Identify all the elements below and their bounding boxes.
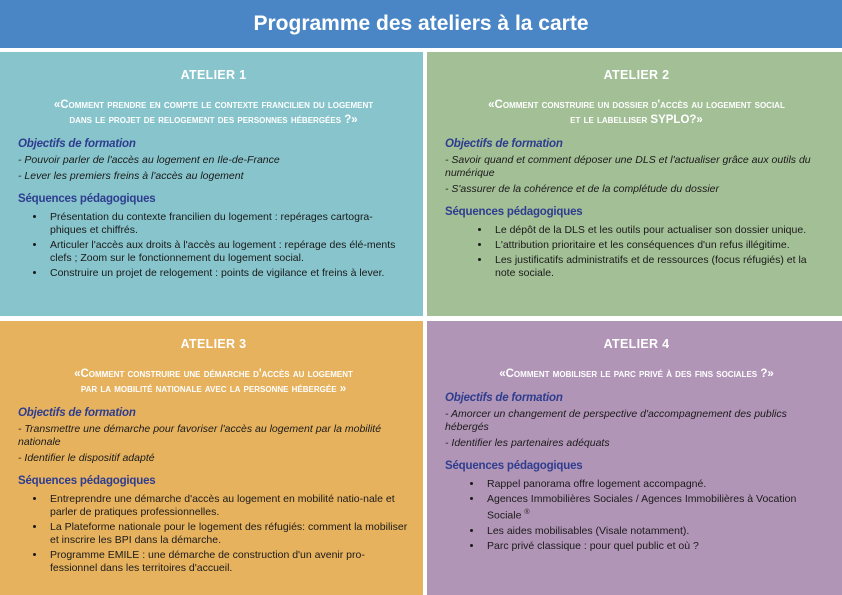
atelier-question bbox=[18, 367, 409, 397]
objectives-list bbox=[18, 423, 409, 465]
sequence-item: • Entreprendre une démarche d'accès au logement en mobilité natio-nale et parler de pratiques professionnelles. bbox=[46, 493, 409, 519]
objective-item: - Lever les premiers freins à l'accès au logement bbox=[18, 170, 244, 182]
objective-item: - Savoir quand et comment déposer une DLS et l'actualiser grâce aux outils du numérique bbox=[445, 154, 811, 179]
atelier-question bbox=[18, 98, 409, 128]
objective-item: - S'assurer de la cohérence et de la complétude du dossier bbox=[445, 183, 719, 195]
sequence-item bbox=[483, 493, 828, 523]
atelier-title: ATELIER 3 bbox=[180, 337, 247, 351]
objectives-heading: Objectifs de formation bbox=[18, 138, 136, 150]
question-line: dans le projet de relogement des personnes hébergées ?» bbox=[69, 114, 358, 126]
sequence-item: • Articuler l'accès aux droits à l'accès au logement : repérage des élé-ments clefs ; Zoom sur le fonctionnement du logement social. bbox=[46, 239, 409, 265]
sequence-item: • Parc privé classique : pour quel public et où ? bbox=[483, 540, 828, 553]
sequence-item: • La Plateforme nationale pour le logement des réfugiés: comment la mobiliser et inscrire les BPI dans la démarche. bbox=[46, 521, 409, 547]
atelier-question bbox=[445, 367, 828, 382]
sequences-list bbox=[18, 493, 409, 575]
sequence-item: • Présentation du contexte francilien du logement : repérages cartogra-phiques et chiffrés. bbox=[46, 211, 409, 237]
sequences-heading: Séquences pédagogiques bbox=[445, 460, 583, 472]
objective-item: - Identifier le dispositif adapté bbox=[18, 452, 155, 464]
objectives-heading: Objectifs de formation bbox=[445, 138, 563, 150]
question-line: par la mobilité nationale avec la personne hébergée » bbox=[80, 383, 347, 395]
sequences-heading: Séquences pédagogiques bbox=[18, 475, 156, 487]
question-line: «Comment mobiliser le parc privé à des fins sociales ?» bbox=[499, 368, 774, 380]
question-line: «Comment construire un dossier d'accès au logement social bbox=[488, 99, 785, 111]
sequence-item: • Les aides mobilisables (Visale notamment). bbox=[483, 525, 828, 538]
sequences-heading: Séquences pédagogiques bbox=[445, 206, 583, 218]
sequence-item: • Programme EMILE : une démarche de construction d'un avenir pro-fessionnel dans les territoires d'accueil. bbox=[46, 549, 409, 575]
question-line: «Comment prendre en compte le contexte francilien du logement bbox=[53, 99, 374, 111]
objectives-list bbox=[445, 408, 828, 450]
sequences-heading: Séquences pédagogiques bbox=[18, 193, 156, 205]
objectives-heading: Objectifs de formation bbox=[445, 392, 563, 404]
question-line: «Comment construire une démarche d'accès au logement bbox=[74, 368, 353, 380]
objective-item: - Amorcer un changement de perspective d'accompagnement des publics hébergés bbox=[445, 408, 787, 433]
atelier-title: ATELIER 1 bbox=[180, 68, 247, 82]
objective-item: - Identifier les partenaires adéquats bbox=[445, 437, 610, 449]
sequence-text: Agences Immobilières Sociales / Agences Immobilières à Vocation Sociale bbox=[487, 493, 797, 522]
objectives-list bbox=[445, 154, 828, 196]
objective-item: - Transmettre une démarche pour favoriser l'accès au logement par la mobilité nationale bbox=[18, 423, 382, 448]
sequences-list bbox=[18, 211, 409, 280]
page-title: Programme des ateliers à la carte bbox=[253, 12, 589, 35]
sequences-list bbox=[445, 224, 828, 280]
atelier-1-card bbox=[0, 52, 423, 316]
atelier-4-card bbox=[427, 321, 842, 595]
atelier-2-card bbox=[427, 52, 842, 316]
objectives-list bbox=[18, 154, 409, 183]
sequences-list bbox=[445, 478, 828, 553]
objective-item: - Pouvoir parler de l'accès au logement en Ile-de-France bbox=[18, 154, 280, 166]
objectives-heading: Objectifs de formation bbox=[18, 407, 136, 419]
sequence-item: • L'attribution prioritaire et les conséquences d'un refus illégitime. bbox=[491, 239, 828, 252]
sequence-item: • Construire un projet de relogement : points de vigilance et freins à lever. bbox=[46, 267, 409, 280]
sequence-item: • Les justificatifs administratifs et de ressources (focus réfugiés) et la note sociale. bbox=[491, 254, 828, 280]
atelier-question bbox=[445, 98, 828, 128]
atelier-title: ATELIER 2 bbox=[603, 68, 670, 82]
page-header bbox=[0, 0, 842, 48]
atelier-3-card bbox=[0, 321, 423, 595]
atelier-title: ATELIER 4 bbox=[603, 337, 670, 351]
question-line: et le labelliser SYPLO?» bbox=[570, 114, 703, 126]
sequence-item: • Rappel panorama offre logement accompagné. bbox=[483, 478, 828, 491]
registered-mark: ® bbox=[524, 509, 530, 516]
sequence-item: • Le dépôt de la DLS et les outils pour actualiser son dossier unique. bbox=[491, 224, 828, 237]
